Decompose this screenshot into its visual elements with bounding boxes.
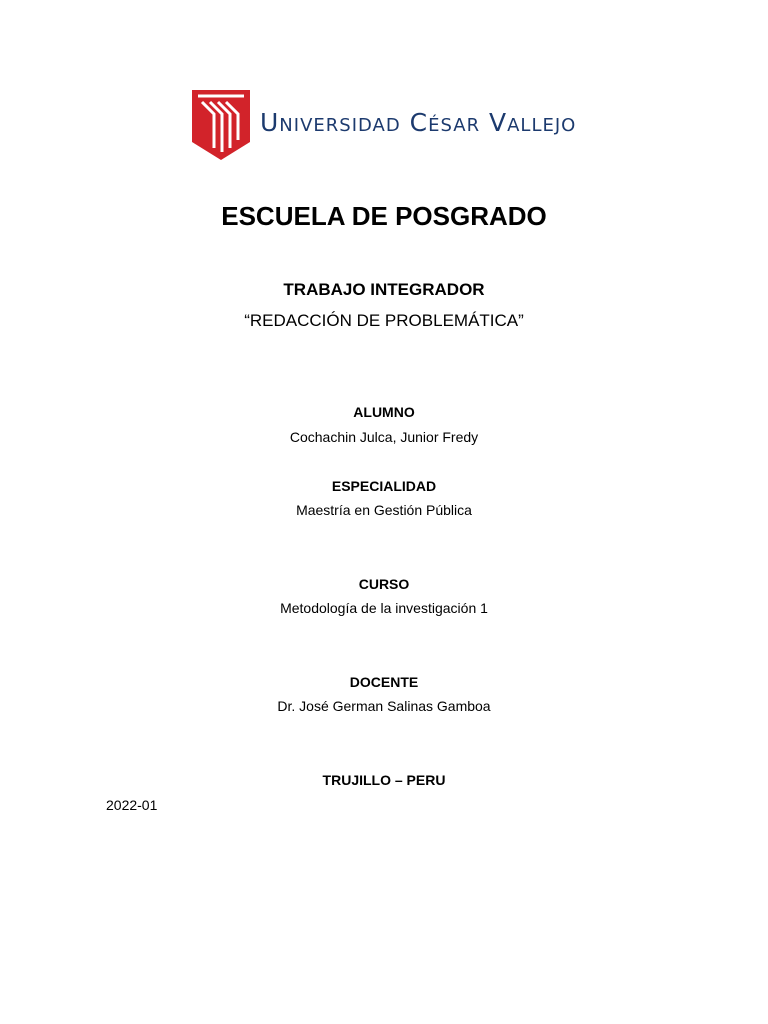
university-shield-icon [192, 90, 250, 160]
specialty-value: Maestría en Gestión Pública [296, 502, 472, 518]
academic-period: 2022-01 [106, 797, 158, 813]
course-label: CURSO [358, 576, 410, 592]
location: TRUJILLO – PERU [322, 772, 446, 788]
school-name: ESCUELA DE POSGRADO [221, 201, 547, 231]
teacher-value: Dr. José German Salinas Gamboa [277, 698, 491, 714]
document-title: “REDACCIÓN DE PROBLEMÁTICA” [244, 311, 524, 330]
university-name: Universidad César Vallejo [260, 108, 577, 137]
document-type: TRABAJO INTEGRADOR [283, 280, 485, 299]
university-logo [192, 90, 612, 162]
student-value: Cochachin Julca, Junior Fredy [289, 429, 479, 445]
specialty-label: ESPECIALIDAD [331, 478, 437, 494]
student-label: ALUMNO [353, 404, 415, 420]
course-value: Metodología de la investigación 1 [280, 600, 488, 616]
teacher-label: DOCENTE [349, 674, 419, 690]
